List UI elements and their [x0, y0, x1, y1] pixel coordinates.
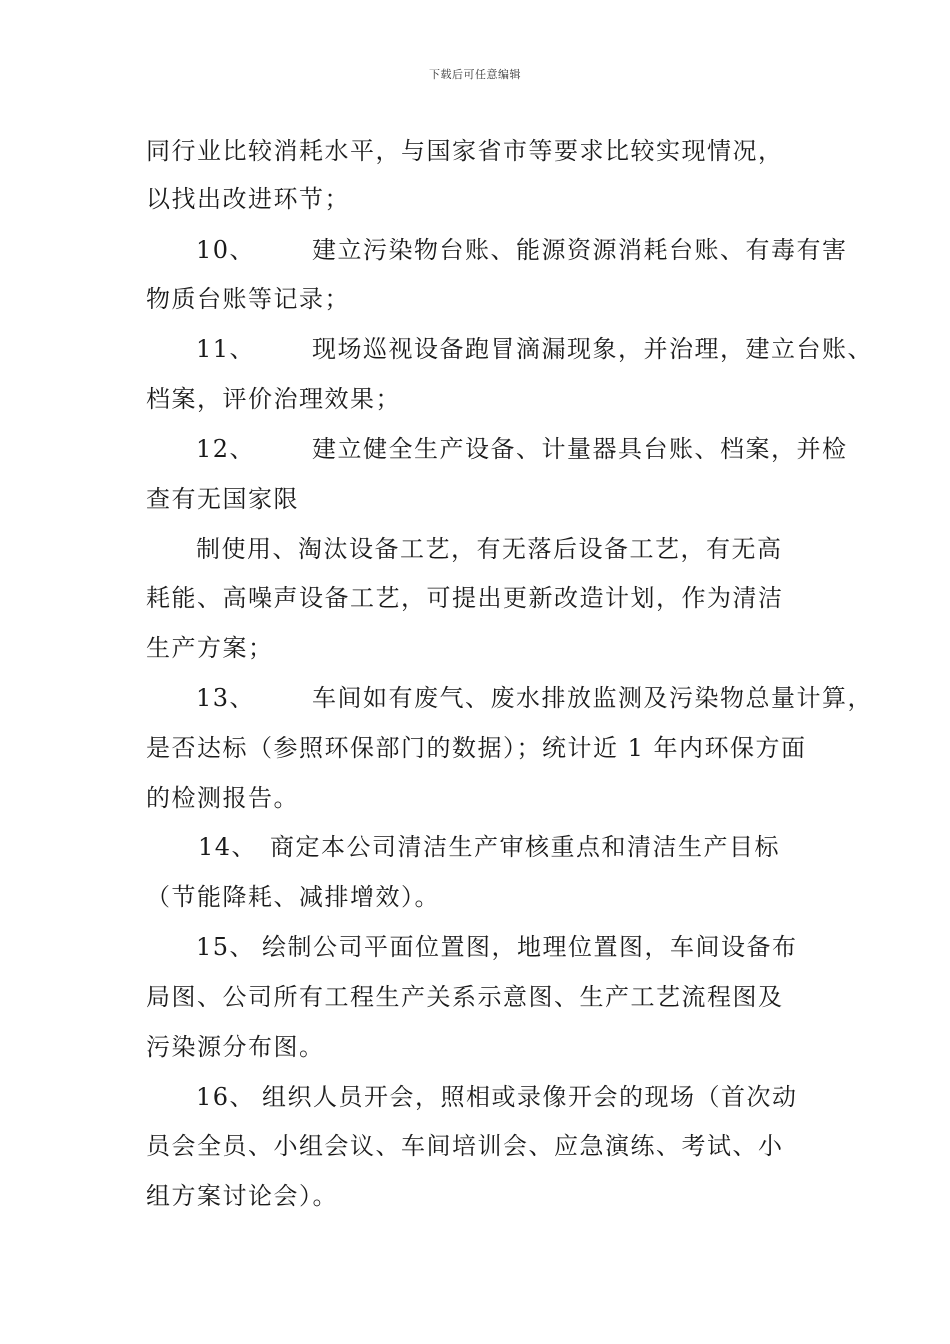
list-item-13 [196, 683, 873, 713]
list-item-14 [198, 832, 780, 862]
text-line: 是否达标（参照环保部门的数据）；统计近 1 年内环保方面 [146, 734, 807, 762]
item-number: 11、 [196, 335, 256, 363]
text-line: 生产方案； [146, 634, 274, 662]
text-line: 档案，评价治理效果； [146, 385, 401, 413]
item-number: 10、 [196, 236, 256, 264]
text-line: 组方案讨论会）。 [146, 1182, 338, 1210]
list-item-10 [196, 235, 848, 265]
item-number: 15、 [196, 933, 256, 961]
item-text: 车间如有废气、废水排放监测及污染物总量计算， [312, 684, 873, 712]
text-line: 局图、公司所有工程生产关系示意图、生产工艺流程图及 [146, 983, 784, 1011]
text-line: 物质台账等记录； [146, 285, 350, 313]
list-item-16 [196, 1082, 798, 1112]
text-line: 同行业比较消耗水平，与国家省市等要求比较实现情况， [146, 137, 784, 165]
item-text: 现场巡视设备跑冒滴漏现象，并治理，建立台账、 [312, 335, 873, 363]
item-text: 商定本公司清洁生产审核重点和清洁生产目标 [270, 833, 780, 861]
text-line: 耗能、高噪声设备工艺，可提出更新改造计划，作为清洁 [146, 584, 784, 612]
list-item-12 [196, 434, 848, 464]
text-line: 员会全员、小组会议、车间培训会、应急演练、考试、小 [146, 1132, 784, 1160]
item-number: 13、 [196, 684, 256, 712]
item-number: 16、 [196, 1083, 256, 1111]
text-line: 以找出改进环节； [146, 185, 350, 213]
text-line: （节能降耗、减排增效）。 [146, 883, 440, 911]
item-text: 建立污染物台账、能源资源消耗台账、有毒有害 [312, 236, 848, 264]
item-text: 组织人员开会，照相或录像开会的现场（首次动 [262, 1083, 798, 1111]
item-text: 建立健全生产设备、计量器具台账、档案，并检 [312, 435, 848, 463]
text-line: 查有无国家限 [146, 485, 299, 513]
text-line: 制使用、淘汰设备工艺，有无落后设备工艺，有无高 [196, 535, 783, 563]
page-header: 下载后可任意编辑 [429, 68, 521, 81]
list-item-15 [196, 932, 798, 962]
item-text: 绘制公司平面位置图，地理位置图，车间设备布 [262, 933, 798, 961]
text-line: 污染源分布图。 [146, 1033, 325, 1061]
item-number: 12、 [196, 435, 256, 463]
text-line: 的检测报告。 [146, 784, 299, 812]
list-item-11 [196, 334, 873, 364]
item-number: 14、 [198, 833, 258, 861]
